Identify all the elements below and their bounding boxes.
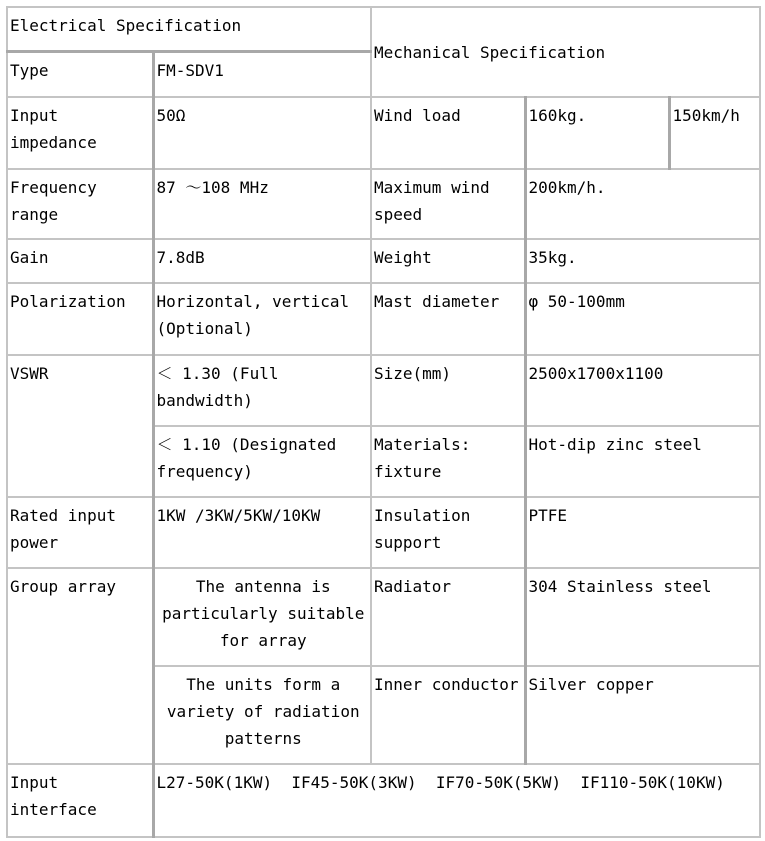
radiator-label: Radiator [371,568,525,666]
electrical-specification-header: Electrical Specification [7,7,371,51]
insulation-support-label: Insulation support [371,497,525,568]
group-array-suitability-value: The antenna is particularly suitable for array [153,568,371,666]
materials-fixture-value: Hot-dip zinc steel [525,426,760,497]
polarization-label: Polarization [7,283,153,355]
input-impedance-value: 50Ω [153,97,371,169]
gain-value: 7.8dB [153,239,371,283]
frequency-range-value: 87 ～108 MHz [153,169,371,239]
rated-input-power-value: 1KW /3KW/5KW/10KW [153,497,371,568]
type-value: FM-SDV1 [153,51,371,97]
wind-load-speed: 150km/h [669,97,760,169]
maximum-wind-speed-value: 200km/h. [525,169,760,239]
input-interface-value: L27-50K(1KW) IF45-50K(3KW) IF70-50K(5KW) IF110-50K(10KW) [153,764,760,837]
wind-load-label: Wind load [371,97,525,169]
size-label: Size(mm) [371,355,525,426]
inner-conductor-label: Inner conductor [371,666,525,764]
rated-input-power-label: Rated input power [7,497,153,568]
inner-conductor-value: Silver copper [525,666,760,764]
group-array-label: Group array [7,568,153,764]
size-value: 2500x1700x1100 [525,355,760,426]
weight-label: Weight [371,239,525,283]
insulation-support-value: PTFE [525,497,760,568]
frequency-range-label: Frequency range [7,169,153,239]
gain-label: Gain [7,239,153,283]
mast-diameter-label: Mast diameter [371,283,525,355]
maximum-wind-speed-label: Maximum wind speed [371,169,525,239]
input-impedance-label: Input impedance [7,97,153,169]
mechanical-specification-header: Mechanical Specification [371,7,760,97]
wind-load-weight: 160kg. [525,97,669,169]
type-label: Type [7,51,153,97]
specification-table [6,6,761,838]
mast-diameter-value: φ 50-100mm [525,283,760,355]
polarization-value: Horizontal, vertical (Optional) [153,283,371,355]
weight-value: 35kg. [525,239,760,283]
materials-fixture-label: Materials: fixture [371,426,525,497]
group-array-patterns-value: The units form a variety of radiation patterns [153,666,371,764]
input-interface-label: Input interface [7,764,153,837]
vswr-designated-frequency-value: ＜ 1.10 (Designated frequency) [153,426,371,497]
vswr-label: VSWR [7,355,153,497]
vswr-full-bandwidth-value: ＜ 1.30 (Full bandwidth) [153,355,371,426]
radiator-value: 304 Stainless steel [525,568,760,666]
